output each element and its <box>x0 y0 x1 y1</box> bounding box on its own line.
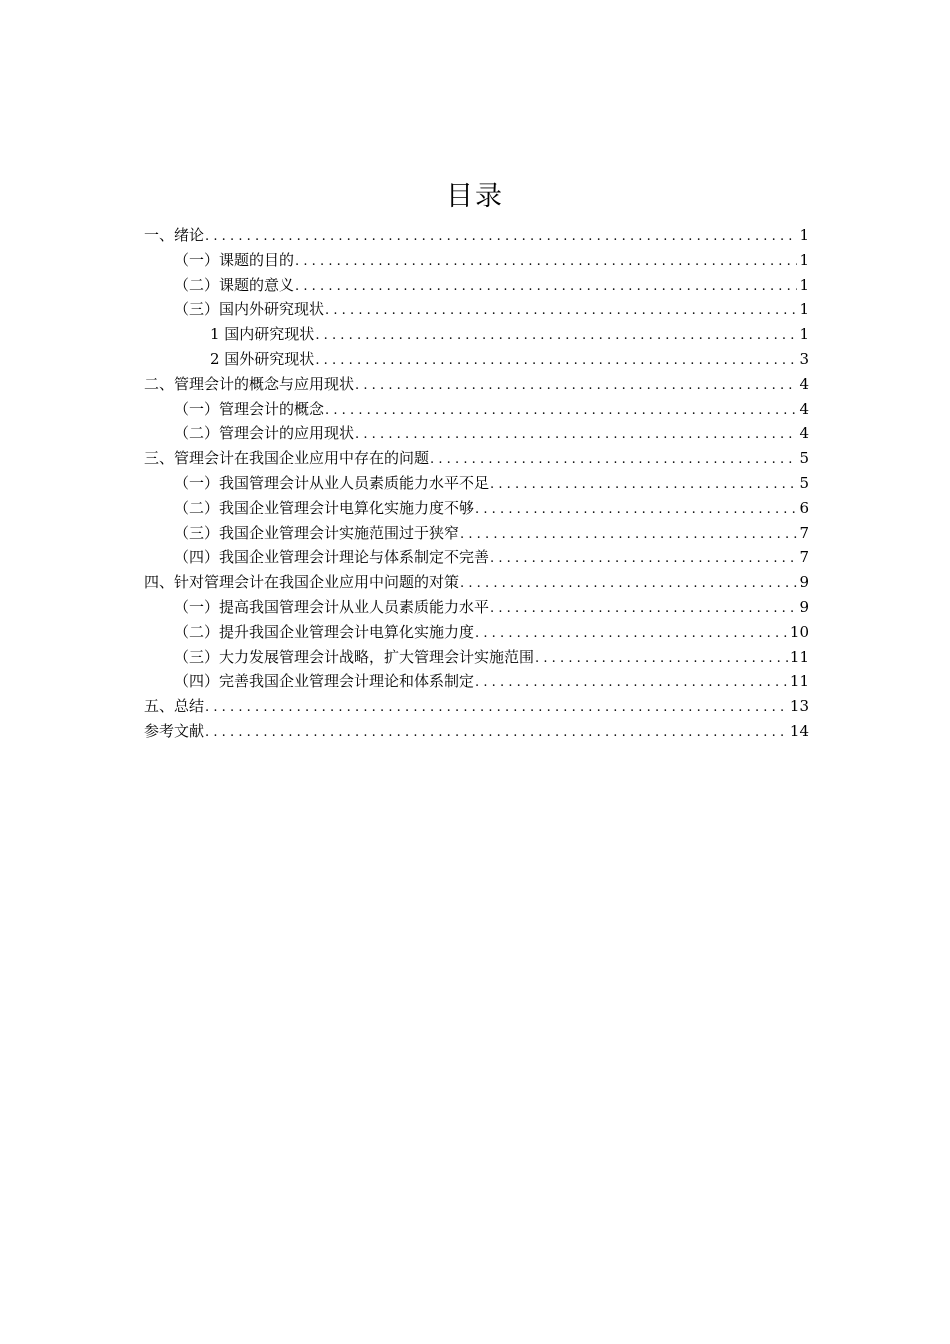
toc-entry-text: 二、管理会计的概念与应用现状 <box>144 374 355 393</box>
toc-entry[interactable] <box>144 496 809 521</box>
toc-entry[interactable] <box>144 645 809 670</box>
toc-dot-leader <box>355 423 797 448</box>
table-of-contents <box>144 223 809 744</box>
toc-entry[interactable] <box>144 397 809 422</box>
toc-dot-leader <box>460 523 797 548</box>
toc-dot-leader <box>535 647 788 672</box>
toc-entry[interactable] <box>144 471 809 496</box>
toc-page-number: 4 <box>799 399 809 418</box>
toc-page-number: 1 <box>799 300 809 319</box>
toc-page-number: 11 <box>789 647 809 666</box>
toc-page-number: 11 <box>789 672 809 691</box>
toc-entry[interactable] <box>144 620 809 645</box>
toc-entry[interactable] <box>144 322 809 347</box>
toc-entry[interactable] <box>144 273 809 298</box>
toc-dot-leader <box>315 324 797 349</box>
toc-entry-text: 1 国内研究现状 <box>210 325 315 344</box>
toc-page-number: 4 <box>799 374 809 393</box>
toc-entry-text: （二）我国企业管理会计电算化实施力度不够 <box>174 498 475 517</box>
toc-entry-text: （四）完善我国企业管理会计理论和体系制定 <box>174 672 475 691</box>
toc-entry[interactable] <box>144 223 809 248</box>
toc-entry-text: 参考文献 <box>144 721 205 740</box>
toc-page-number: 1 <box>799 275 809 294</box>
toc-page-number: 5 <box>799 449 809 468</box>
toc-entry[interactable] <box>144 297 809 322</box>
toc-entry-text: （二）管理会计的应用现状 <box>174 424 355 443</box>
toc-page-number: 9 <box>799 597 809 616</box>
toc-entry[interactable] <box>144 347 809 372</box>
toc-page-number: 7 <box>799 548 809 567</box>
toc-entry[interactable] <box>144 521 809 546</box>
toc-dot-leader <box>490 473 797 498</box>
page-title: 目录 <box>446 181 504 212</box>
toc-entry-text: 一、绪论 <box>144 226 205 244</box>
toc-page-number: 13 <box>789 697 809 716</box>
toc-entry[interactable] <box>144 545 809 570</box>
toc-page-number: 5 <box>799 473 809 492</box>
toc-dot-leader <box>205 721 788 746</box>
toc-page-number: 1 <box>799 226 809 244</box>
toc-entry-text: （三）我国企业管理会计实施范围过于狭窄 <box>174 523 460 542</box>
toc-dot-leader <box>490 597 797 622</box>
toc-entry-text: 四、针对管理会计在我国企业应用中问题的对策 <box>144 573 460 592</box>
toc-page-number: 6 <box>799 498 809 517</box>
toc-page-number: 14 <box>789 721 809 740</box>
toc-entry-text: （三）国内外研究现状 <box>174 300 325 319</box>
toc-entry-text: （一）课题的目的 <box>174 250 295 269</box>
toc-entry-text: 五、总结 <box>144 697 205 716</box>
toc-entry-text: （二）课题的意义 <box>174 275 295 294</box>
toc-page-number: 1 <box>799 325 809 344</box>
toc-dot-leader <box>475 671 788 696</box>
toc-entry[interactable] <box>144 248 809 273</box>
toc-dot-leader <box>490 547 797 572</box>
toc-entry-text: 三、管理会计在我国企业应用中存在的问题 <box>144 449 430 468</box>
toc-page-number: 10 <box>789 622 809 641</box>
toc-dot-leader <box>325 399 797 424</box>
toc-entry[interactable] <box>144 719 809 744</box>
toc-page-number: 3 <box>799 349 809 368</box>
toc-page-number: 9 <box>799 573 809 592</box>
toc-entry[interactable] <box>144 372 809 397</box>
toc-dot-leader <box>295 250 797 275</box>
toc-dot-leader <box>315 349 797 374</box>
toc-dot-leader <box>205 225 797 250</box>
toc-dot-leader <box>325 299 797 324</box>
toc-page-number: 4 <box>799 424 809 443</box>
toc-entry[interactable] <box>144 446 809 471</box>
toc-entry-text: 2 国外研究现状 <box>210 349 315 368</box>
toc-dot-leader <box>460 572 797 597</box>
toc-dot-leader <box>355 374 797 399</box>
toc-entry[interactable] <box>144 694 809 719</box>
toc-dot-leader <box>475 498 797 523</box>
toc-entry-text: （一）提高我国管理会计从业人员素质能力水平 <box>174 597 490 616</box>
toc-entry-text: （一）管理会计的概念 <box>174 399 325 418</box>
toc-entry-text: （三）大力发展管理会计战略，扩大管理会计实施范围 <box>174 647 535 666</box>
toc-entry-text: （四）我国企业管理会计理论与体系制定不完善 <box>174 548 490 567</box>
toc-dot-leader <box>205 696 788 721</box>
toc-entry[interactable] <box>144 421 809 446</box>
toc-dot-leader <box>475 622 788 647</box>
toc-entry[interactable] <box>144 669 809 694</box>
toc-dot-leader <box>430 448 797 473</box>
toc-dot-leader <box>295 275 797 300</box>
toc-entry[interactable] <box>144 595 809 620</box>
toc-entry-text: （一）我国管理会计从业人员素质能力水平不足 <box>174 473 490 492</box>
toc-page-number: 7 <box>799 523 809 542</box>
toc-entry[interactable] <box>144 570 809 595</box>
toc-page-number: 1 <box>799 250 809 269</box>
toc-entry-text: （二）提升我国企业管理会计电算化实施力度 <box>174 622 475 641</box>
